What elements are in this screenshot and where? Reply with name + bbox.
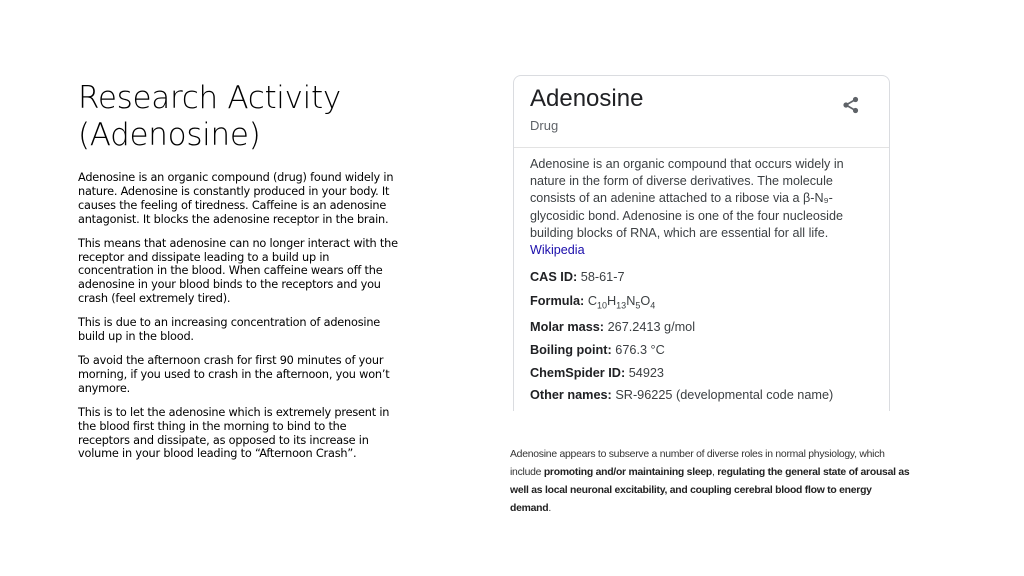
card-subtitle: Drug [530,118,559,133]
fact-label: Boiling point: [530,343,612,357]
body-paragraph: This is to let the adenosine which is extremely present in the blood first thing in the morning to bind to the receptors and dissipate, as opposed to its increase in volume in your blood leading to “Afternoon Crash”. [78,405,390,461]
slide-title [78,80,458,154]
fact-label: Other names: [530,388,612,402]
wikipedia-link[interactable]: Wikipedia [530,243,585,258]
card-title: Adenosine [530,85,644,112]
note-bold: regulating the general state of arousal as well as local neuronal excitability, and coupling cerebral blood flow to energy demand [510,467,910,514]
fact-label: Formula: [530,294,585,308]
fact-formula [530,294,656,311]
fact-label: ChemSpider ID: [530,366,626,380]
fact-value: $C_{10}H_{13}N_5O_4$ [587,294,656,311]
fact-value: 58-61-7 [580,270,625,284]
slide-title-line1: Research Activity [78,80,341,116]
fact-value: SR-96225 (developmental code name) [615,388,834,402]
fact-label: CAS ID: [530,270,578,284]
body-paragraph: This means that adenosine can no longer interact with the receptor and dissipate leading to a build up in concentration in the blood. When caffeine wears off the adenosine in your blood binds to the receptors and you crash (feel extremely tired). [78,236,398,306]
fact-value: 54923 [628,366,664,380]
description-text: Adenosine is an organic compound that occurs widely in nature in the form of diverse derivatives. The molecule consists of an adenine attached to a ribose via a β-N₉-glycosidic bond. Adenosine is one of the four nucleoside building blocks of RNA, which are essential for all life. [530,157,844,240]
fact-label: Molar mass: [530,320,605,334]
card-description [530,156,875,259]
card-header [514,76,889,148]
fact-boiling-point [530,343,665,357]
fact-cas-id [530,270,625,284]
fact-molar-mass [530,320,695,334]
slide-body [78,171,398,471]
fact-other-names [530,388,833,402]
adenosine-role-note: Adenosine appears to subserve a number of diverse roles in normal physiology, which include promoting and/or maintaining sleep, regulating the general state of arousal as well as local neuronal excitability, and coupling cerebral blood flow to energy demand. [510,449,910,514]
slide-title-line2: (Adenosine) [78,117,261,153]
fact-chemspider-id [530,366,664,380]
fact-value: 267.2413 g/mol [607,320,696,334]
note-bold: promoting and/or maintaining sleep [543,467,712,478]
knowledge-panel-card [513,75,890,411]
body-paragraph: This is due to an increasing concentration of adenosine build up in the blood. [78,316,381,344]
share-icon[interactable] [841,95,861,115]
body-paragraph: To avoid the afternoon crash for first 90 minutes of your morning, if you used to crash in the afternoon, you won’t anymore. [78,353,390,395]
fact-value: 676.3 °C [615,343,665,357]
body-paragraph: Adenosine is an organic compound (drug) found widely in nature. Adenosine is constantly produced in your body. It causes the feeling of tiredness. Caffeine is an adenosine antagonist. It blocks the adenosine receptor in the brain. [78,171,394,226]
